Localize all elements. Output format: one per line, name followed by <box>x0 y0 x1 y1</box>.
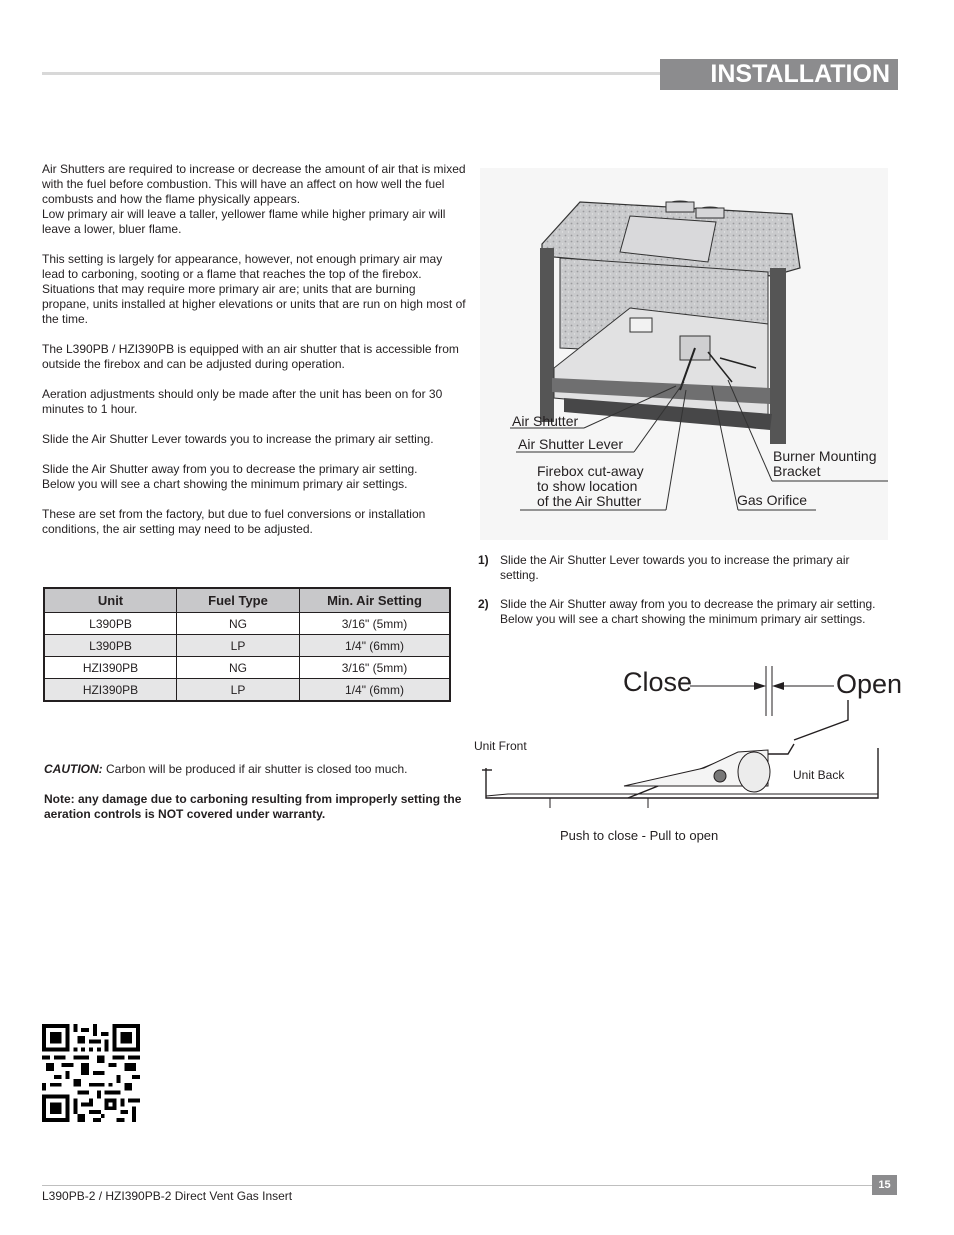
min-air-settings-table <box>43 587 451 702</box>
table-cell: LP <box>177 635 300 657</box>
close-label: Close <box>623 667 693 697</box>
intro-paragraph: Below you will see a chart showing the minimum primary air settings. <box>42 477 408 491</box>
intro-text <box>42 162 466 552</box>
table-cell: NG <box>177 657 300 679</box>
table-cell: 1/4" (6mm) <box>300 635 451 657</box>
table-cell: 3/16" (5mm) <box>300 613 451 635</box>
page-number: 15 <box>872 1175 897 1195</box>
qr-code-graphic <box>42 1024 140 1122</box>
step-text: Slide the Air Shutter away from you to decrease the primary air setting. Below you will see a chart showing the minimum primary air settings. <box>500 597 876 626</box>
table-cell: HZI390PB <box>44 657 177 679</box>
table-cell: LP <box>177 679 300 702</box>
intro-paragraph: These are set from the factory, but due to fuel conversions or installation conditions, the air setting may need to be adjusted. <box>42 507 426 536</box>
firebox-illustration <box>480 168 888 540</box>
section-title: INSTALLATION <box>660 59 898 90</box>
intro-paragraph: This setting is largely for appearance, however, not enough primary air may lead to carboning, sooting or a flame that reaches the top of the firebox. Situations that may require more primary air are; units that are burning propane, units installed at higher elevations or units that are run on high most of the time. <box>42 252 466 326</box>
table-cell: L390PB <box>44 635 177 657</box>
table-header-min-air: Min. Air Setting <box>300 588 451 613</box>
table-row <box>44 657 450 679</box>
caution-note <box>44 762 464 777</box>
step-text: Slide the Air Shutter Lever towards you to increase the primary air setting. <box>500 553 850 582</box>
table-cell: 1/4" (6mm) <box>300 679 451 702</box>
label-air-shutter-lever: Air Shutter Lever <box>518 436 624 452</box>
caution-label: CAUTION: <box>44 762 103 776</box>
shutter-diagram-svg <box>468 658 908 848</box>
table-header-row <box>44 588 450 613</box>
label-gas-orifice: Gas Orifice <box>737 492 808 508</box>
unit-back-label: Unit Back <box>793 768 845 782</box>
table-row <box>44 635 450 657</box>
label-firebox-cutaway: to show location <box>537 478 638 494</box>
label-firebox-cutaway: of the Air Shutter <box>537 493 642 509</box>
header-rule <box>42 72 660 75</box>
open-label: Open <box>836 669 903 699</box>
table-cell: NG <box>177 613 300 635</box>
step-item <box>478 553 890 583</box>
label-burner-bracket: Bracket <box>773 463 821 479</box>
table-row <box>44 679 450 702</box>
intro-paragraph: Low primary air will leave a taller, yellower flame while higher primary air will leave a lower, bluer flame. <box>42 207 446 236</box>
air-shutter-diagram <box>468 658 908 853</box>
adjustment-steps <box>478 553 890 641</box>
step-number: 1) <box>478 553 489 567</box>
intro-paragraph: Slide the Air Shutter Lever towards you to increase the primary air setting. <box>42 432 434 446</box>
table-header-unit: Unit <box>44 588 177 613</box>
intro-paragraph: The L390PB / HZI390PB is equipped with an air shutter that is accessible from outside the firebox and can be adjusted during operation. <box>42 342 459 371</box>
unit-front-label: Unit Front <box>474 739 527 753</box>
push-pull-caption: Push to close - Pull to open <box>560 828 719 843</box>
intro-paragraph: Slide the Air Shutter away from you to decrease the primary air setting. <box>42 462 418 476</box>
label-air-shutter: Air Shutter <box>512 413 579 429</box>
step-item <box>478 597 890 627</box>
warranty-note: Note: any damage due to carboning resulting from improperly setting the aeration controls is NOT covered under warranty. <box>44 792 462 821</box>
footer-rule <box>42 1185 872 1186</box>
qr-code <box>42 1024 140 1127</box>
intro-paragraph: Aeration adjustments should only be made after the unit has been on for 30 minutes to 1 hour. <box>42 387 443 416</box>
document-title: L390PB-2 / HZI390PB-2 Direct Vent Gas Insert <box>42 1189 293 1203</box>
table-row <box>44 613 450 635</box>
table-cell: 3/16" (5mm) <box>300 657 451 679</box>
intro-paragraph: Air Shutters are required to increase or decrease the amount of air that is mixed with the fuel before combustion. This will have an affect on how well the fuel combusts and how the flame physically appears. <box>42 162 466 206</box>
step-number: 2) <box>478 597 489 611</box>
table-cell: HZI390PB <box>44 679 177 702</box>
label-firebox-cutaway: Firebox cut-away <box>537 463 644 479</box>
air-shutter-location-figure <box>480 168 888 540</box>
caution-text: Carbon will be produced if air shutter is closed too much. <box>102 762 408 776</box>
table-cell: L390PB <box>44 613 177 635</box>
table-header-fuel-type: Fuel Type <box>177 588 300 613</box>
label-burner-bracket: Burner Mounting <box>773 448 877 464</box>
